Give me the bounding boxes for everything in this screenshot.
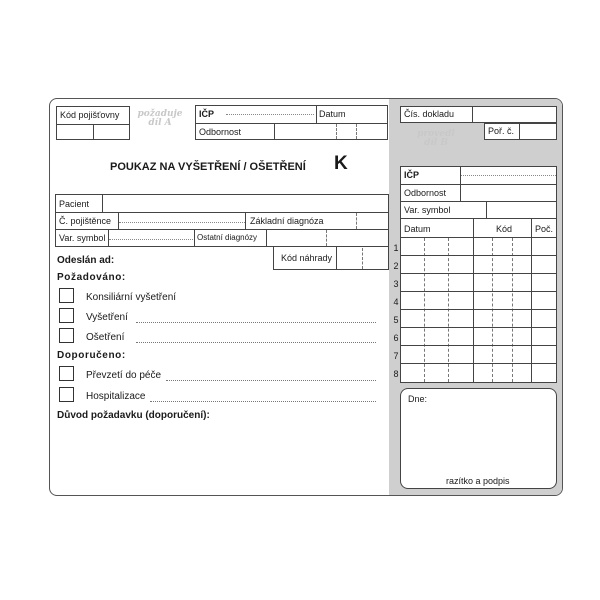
odeslan-ad-label: Odeslán ad: <box>57 255 115 266</box>
part-b-id-block <box>400 166 557 383</box>
por-c-field[interactable] <box>484 123 557 140</box>
razitko-label: razítko a podpis <box>446 476 510 486</box>
kod-pojistovny-field[interactable] <box>56 106 130 140</box>
kod-nahrady-label: Kód náhrady <box>281 253 333 263</box>
por-c-label: Poř. č. <box>488 126 515 136</box>
signature-box[interactable] <box>400 388 557 489</box>
dne-label: Dne: <box>408 394 428 404</box>
row-number: 4 <box>393 297 399 307</box>
cislo-pojistence-label: Č. pojištěnce <box>59 216 112 226</box>
part-b-odbornost-label: Odbornost <box>404 188 447 198</box>
row-number: 3 <box>393 279 399 289</box>
konsiliarni-checkbox[interactable] <box>59 288 74 303</box>
header-icp-label: IČP <box>199 109 215 119</box>
form-type-letter: K <box>334 153 348 174</box>
kod-pojistovny-label: Kód pojišťovny <box>60 110 120 120</box>
cis-dokladu-field[interactable] <box>400 106 557 123</box>
row-number: 5 <box>393 315 399 325</box>
row-number: 8 <box>393 369 399 379</box>
referral-form <box>49 98 563 496</box>
cis-dokladu-label: Čís. dokladu <box>404 109 455 119</box>
prevzeti-checkbox[interactable] <box>59 366 74 381</box>
hospitalizace-line[interactable] <box>150 401 376 402</box>
part-b-stamp: provedl díl B <box>417 129 455 149</box>
row-number: 2 <box>393 261 399 271</box>
hospitalizace-label: Hospitalizace <box>86 391 146 402</box>
prevzeti-label: Převzetí do péče <box>86 370 162 381</box>
part-b-icp-label: IČP <box>404 170 420 180</box>
osetreni-label: Ošetření <box>86 332 125 343</box>
osetreni-line[interactable] <box>136 342 376 343</box>
part-b-panel <box>389 99 562 495</box>
vysetreni-line[interactable] <box>136 322 376 323</box>
patient-block[interactable] <box>55 194 389 247</box>
ostatni-diagnozy-label: Ostatní diagnózy <box>197 233 258 242</box>
pozadovano-heading: Požadováno: <box>57 272 126 283</box>
row-number: 6 <box>393 333 399 343</box>
osetreni-checkbox[interactable] <box>59 328 74 343</box>
zakladni-diagnoza-label: Základní diagnóza <box>250 216 324 226</box>
row-number: 7 <box>393 351 399 361</box>
vysetreni-checkbox[interactable] <box>59 308 74 323</box>
row-number: 1 <box>393 243 399 253</box>
prevzeti-line[interactable] <box>166 380 376 381</box>
header-odbornost-label: Odbornost <box>199 127 242 137</box>
header-icp-block[interactable] <box>195 105 388 140</box>
pacient-label: Pacient <box>59 199 90 209</box>
part-b-kod-header: Kód <box>496 224 513 234</box>
part-b-datum-header: Datum <box>404 224 431 234</box>
doporuceno-heading: Doporučeno: <box>57 350 126 361</box>
duvod-label: Důvod požadavku (doporučení): <box>57 410 210 421</box>
hospitalizace-checkbox[interactable] <box>59 387 74 402</box>
vysetreni-label: Vyšetření <box>86 312 128 323</box>
var-symbol-label: Var. symbol <box>59 233 106 243</box>
part-b-var-symbol-label: Var. symbol <box>404 205 451 215</box>
konsiliarni-label: Konsiliární vyšetření <box>86 292 177 303</box>
header-datum-label: Datum <box>319 109 346 119</box>
form-title: POUKAZ NA VYŠETŘENÍ / OŠETŘENÍ <box>110 161 306 173</box>
part-b-poc-header: Poč. <box>535 224 554 234</box>
kod-nahrady-field[interactable] <box>273 246 389 270</box>
part-a-stamp: požaduje díl A <box>137 109 183 129</box>
